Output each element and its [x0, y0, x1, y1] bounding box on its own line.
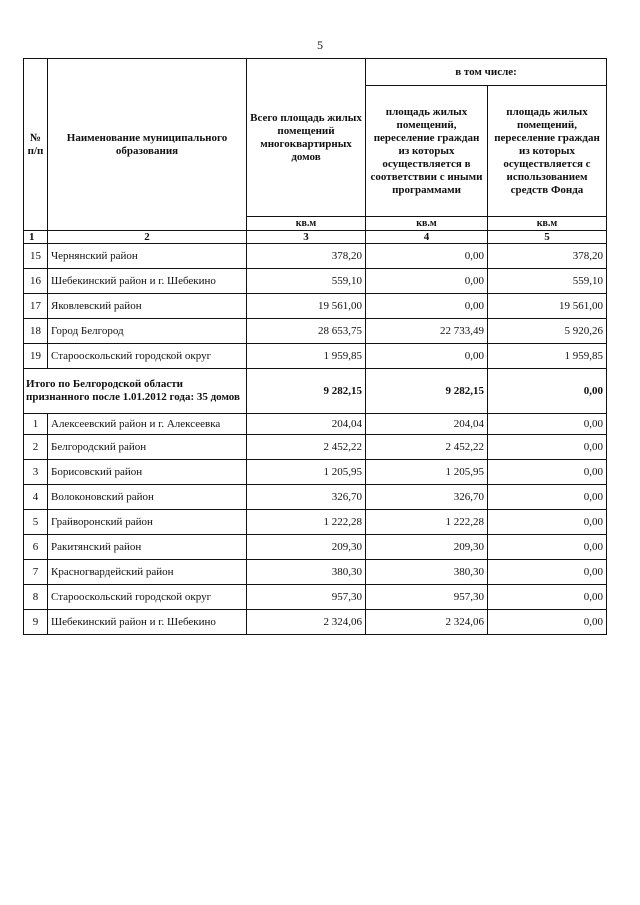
fund-value: 0,00: [488, 460, 607, 485]
municipality-name: Старооскольский городской округ: [48, 585, 247, 610]
row-number: 17: [24, 294, 48, 319]
unit-col5: кв.м: [488, 217, 607, 231]
table-row: [24, 435, 607, 460]
total-area-value: 28 653,75: [247, 319, 366, 344]
fund-value: 378,20: [488, 244, 607, 269]
housing-area-table: [23, 58, 607, 635]
table-row: [24, 560, 607, 585]
total-area-value: 1 222,28: [247, 510, 366, 535]
fund-value: 559,10: [488, 269, 607, 294]
municipality-name: Яковлевский район: [48, 294, 247, 319]
other-programs-value: 326,70: [366, 485, 488, 510]
header-col5: площадь жилых помещений, переселение граждан из которых осуществляется с использованием средств Фонда: [488, 86, 607, 217]
other-programs-value: 22 733,49: [366, 319, 488, 344]
table-row: [24, 610, 607, 635]
other-programs-value: 2 452,22: [366, 435, 488, 460]
municipality-name: Грайворонский район: [48, 510, 247, 535]
header-including: в том числе:: [366, 59, 607, 86]
total-area-value: 378,20: [247, 244, 366, 269]
total-area-value: 2 452,22: [247, 435, 366, 460]
fund-value: 0,00: [488, 535, 607, 560]
row-number: 6: [24, 535, 48, 560]
row-number: 9: [24, 610, 48, 635]
row-number: 4: [24, 485, 48, 510]
row-number: 8: [24, 585, 48, 610]
fund-value: 0,00: [488, 610, 607, 635]
table-row: [24, 460, 607, 485]
total-area-value: 9 282,15: [247, 369, 366, 414]
table-row: [24, 269, 607, 294]
total-area-value: 19 561,00: [247, 294, 366, 319]
other-programs-value: 204,04: [366, 414, 488, 435]
column-numbers-row: [24, 231, 607, 244]
other-programs-value: 0,00: [366, 269, 488, 294]
fund-value: 0,00: [488, 485, 607, 510]
fund-value: 0,00: [488, 369, 607, 414]
municipality-name: Борисовский район: [48, 460, 247, 485]
column-number: 4: [366, 231, 488, 244]
fund-value: 19 561,00: [488, 294, 607, 319]
other-programs-value: 957,30: [366, 585, 488, 610]
fund-value: 0,00: [488, 560, 607, 585]
other-programs-value: 1 222,28: [366, 510, 488, 535]
header-name: Наименование муниципального образования: [48, 59, 247, 231]
fund-value: 5 920,26: [488, 319, 607, 344]
row-number: 19: [24, 344, 48, 369]
row-number: 1: [24, 414, 48, 435]
table-row: [24, 294, 607, 319]
municipality-name: Красногвардейский район: [48, 560, 247, 585]
municipality-name: Волоконовский район: [48, 485, 247, 510]
row-number: 3: [24, 460, 48, 485]
fund-value: 0,00: [488, 585, 607, 610]
other-programs-value: 2 324,06: [366, 610, 488, 635]
table-row: [24, 535, 607, 560]
total-area-value: 209,30: [247, 535, 366, 560]
total-area-value: 2 324,06: [247, 610, 366, 635]
municipality-name: Шебекинский район и г. Шебекино: [48, 610, 247, 635]
header-col4: площадь жилых помещений, переселение граждан из которых осуществляется в соответствии с иными программами: [366, 86, 488, 217]
fund-value: 1 959,85: [488, 344, 607, 369]
table-row: [24, 510, 607, 535]
row-number: 7: [24, 560, 48, 585]
header-num: № п/п: [24, 59, 48, 231]
row-number: 16: [24, 269, 48, 294]
column-number: 1: [24, 231, 48, 244]
column-number: 3: [247, 231, 366, 244]
row-number: 18: [24, 319, 48, 344]
page-number: 5: [317, 38, 323, 52]
unit-col3: кв.м: [247, 217, 366, 231]
municipality-name: Ракитянский район: [48, 535, 247, 560]
column-number: 2: [48, 231, 247, 244]
other-programs-value: 0,00: [366, 244, 488, 269]
total-area-value: 326,70: [247, 485, 366, 510]
other-programs-value: 209,30: [366, 535, 488, 560]
table-row: [24, 319, 607, 344]
header-total-area: Всего площадь жилых помещений многоквартирных домов: [247, 59, 366, 217]
total-area-value: 204,04: [247, 414, 366, 435]
fund-value: 0,00: [488, 510, 607, 535]
table-row: [24, 344, 607, 369]
fund-value: 0,00: [488, 414, 607, 435]
municipality-name: Белгородский район: [48, 435, 247, 460]
column-number: 5: [488, 231, 607, 244]
other-programs-value: 9 282,15: [366, 369, 488, 414]
total-area-value: 1 205,95: [247, 460, 366, 485]
total-area-value: 957,30: [247, 585, 366, 610]
fund-value: 0,00: [488, 435, 607, 460]
table-row: [24, 485, 607, 510]
total-area-value: 559,10: [247, 269, 366, 294]
total-area-value: 380,30: [247, 560, 366, 585]
row-number: 5: [24, 510, 48, 535]
table-row: [24, 414, 607, 435]
municipality-name: Чернянский район: [48, 244, 247, 269]
row-number: 15: [24, 244, 48, 269]
table-row: [24, 585, 607, 610]
other-programs-value: 0,00: [366, 344, 488, 369]
municipality-name: Город Белгород: [48, 319, 247, 344]
total-title: Итого по Белгородской области признанного после 1.01.2012 года: 35 домов: [24, 369, 247, 414]
other-programs-value: 1 205,95: [366, 460, 488, 485]
municipality-name: Шебекинский район и г. Шебекино: [48, 269, 247, 294]
row-number: 2: [24, 435, 48, 460]
table-row: [24, 244, 607, 269]
total-area-value: 1 959,85: [247, 344, 366, 369]
other-programs-value: 380,30: [366, 560, 488, 585]
other-programs-value: 0,00: [366, 294, 488, 319]
total-row: [24, 369, 607, 414]
municipality-name: Старооскольский городской округ: [48, 344, 247, 369]
unit-col4: кв.м: [366, 217, 488, 231]
municipality-name: Алексеевский район и г. Алексеевка: [48, 414, 247, 435]
